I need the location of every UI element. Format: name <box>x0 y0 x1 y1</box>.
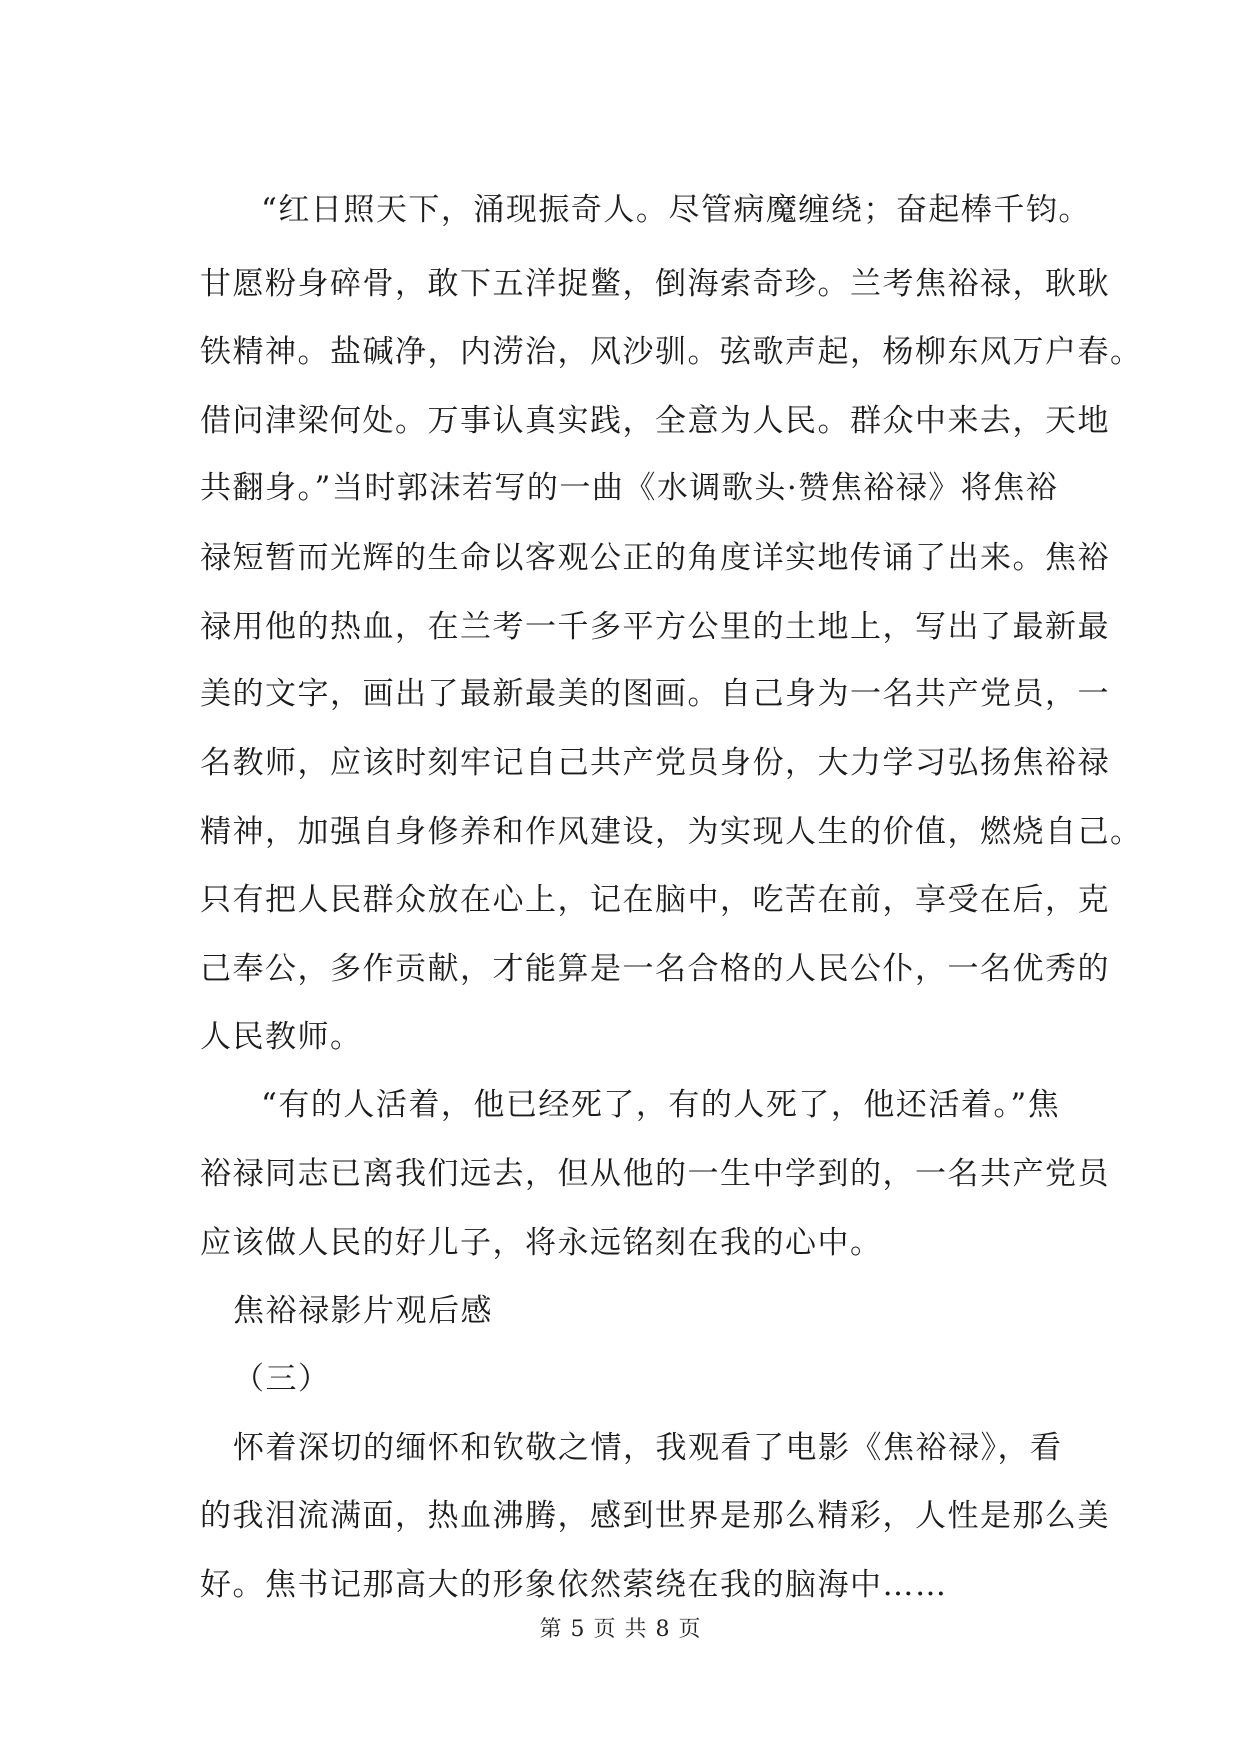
section-title: 焦裕禄影片观后感 <box>233 1293 493 1329</box>
paragraph-1-line-12: 己奉公，多作贡献，才能算是一名合格的人民公仆，一名优秀的 <box>200 951 1110 987</box>
paragraph-1-line-4: 借问津梁何处。万事认真实践，全意为人民。群众中来去，天地 <box>200 403 1110 439</box>
page-footer: 第 5 页 共 8 页 <box>539 1617 702 1642</box>
paragraph-1-line-6: 禄短暂而光辉的生命以客观公正的角度详实地传诵了出来。焦裕 <box>200 540 1110 576</box>
paragraph-1-line-10: 精神，加强自身修养和作风建设，为实现人生的价值，燃烧自己。 <box>200 814 1143 850</box>
paragraph-1-line-8: 美的文字，画出了最新最美的图画。自己身为一名共产党员，一 <box>200 676 1110 712</box>
paragraph-1-line-7: 禄用他的热血，在兰考一千多平方公里的土地上，写出了最新最 <box>200 609 1110 645</box>
paragraph-3-line-2: 的我泪流满面，热血沸腾，感到世界是那么精彩，人性是那么美 <box>200 1498 1110 1534</box>
paragraph-3-line-1: 怀着深切的缅怀和钦敬之情，我观看了电影《焦裕禄》，看 <box>233 1430 1063 1466</box>
paragraph-1-line-11: 只有把人民群众放在心上，记在脑中，吃苦在前，享受在后，克 <box>200 882 1110 918</box>
section-number: （三） <box>233 1361 331 1397</box>
paragraph-1-line-5: 共翻身。”当时郭沫若写的一曲《水调歌头·赞焦裕禄》将焦裕 <box>200 470 1059 506</box>
paragraph-2-line-3: 应该做人民的好儿子，将永远铭刻在我的心中。 <box>200 1225 883 1261</box>
paragraph-1-line-1: “红日照天下，涌现振奇人。尽管病魔缠绕；奋起棒千钧。 <box>261 192 1091 228</box>
paragraph-2-line-2: 裕禄同志已离我们远去，但从他的一生中学到的，一名共产党员 <box>200 1156 1110 1192</box>
paragraph-1-line-9: 名教师，应该时刻牢记自己共产党员身份，大力学习弘扬焦裕禄 <box>200 745 1110 781</box>
paragraph-1-line-2: 甘愿粉身碎骨，敢下五洋捉鳖，倒海索奇珍。兰考焦裕禄，耿耿 <box>200 266 1110 302</box>
paragraph-1-line-13: 人民教师。 <box>200 1019 363 1055</box>
paragraph-2-line-1: “有的人活着，他已经死了，有的人死了，他还活着。”焦 <box>261 1087 1061 1123</box>
paragraph-1-line-3: 铁精神。盐碱净，内涝治，风沙驯。弦歌声起，杨柳东风万户春。 <box>200 334 1143 370</box>
paragraph-3-line-3: 好。焦书记那高大的形象依然萦绕在我的脑海中…… <box>200 1567 948 1603</box>
